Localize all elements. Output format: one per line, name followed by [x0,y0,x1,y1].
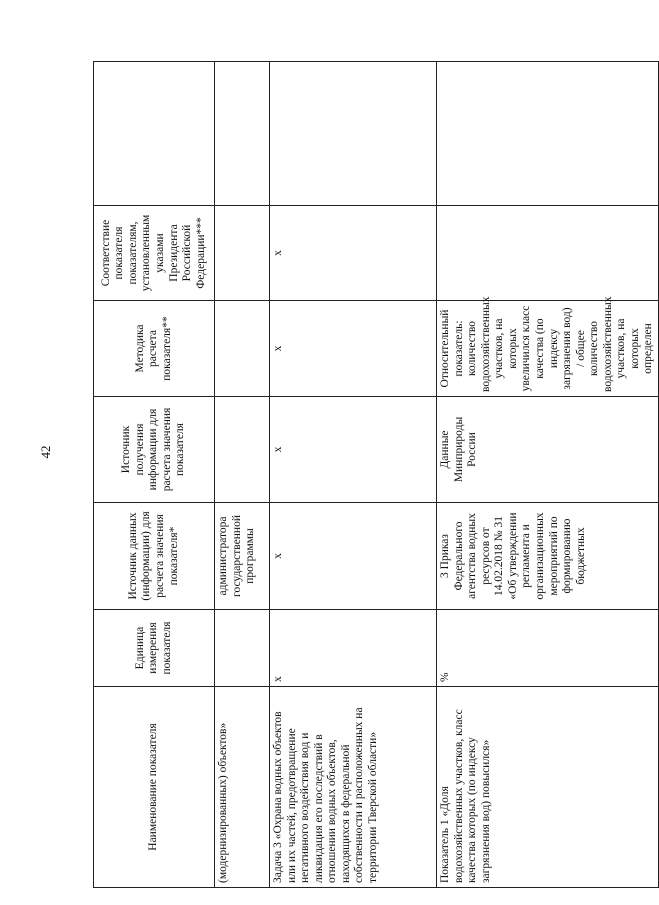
cell-name: (модернизированных) объектов» [215,687,270,888]
cell-method [215,301,270,397]
table-header-row [94,62,215,888]
cell-compliance: х [270,206,437,301]
header-unit: Единица измерения показателя [94,610,215,687]
header-info-source: Источник получения информации для расчета значения показателя [94,397,215,503]
header-method: Методика расчета показателя** [94,301,215,397]
indicators-table [93,61,659,888]
cell-unit [215,610,270,687]
cell-empty [270,62,437,206]
cell-method: х [270,301,437,397]
cell-compliance [215,206,270,301]
table-row [215,62,270,888]
cell-source-data: х [270,503,437,610]
rotated-table-container [93,62,655,888]
cell-source-info: х [270,397,437,503]
cell-name: Задача 3 «Охрана водных объектов или их частей, предотвращение негативного воздействия вод и ликвидация его последствий в отношении водных объектов, находящихся в федеральной собственности и расположенных на территории Тверской области» [270,687,437,888]
cell-method: Относительный показатель: количество водохозяйственных участков, на которых увеличился класс качества (по индексу загрязнения вод) / общее количество водохозяйственных участков, на которых определен [437,301,659,397]
cell-source-data: 3 Приказ Федерального агентства водных ресурсов от 14.02.2018 № 31 «Об утверждении регламента и организационных мероприятий по формированию бюджетных [437,503,659,610]
cell-empty [437,62,659,206]
cell-source-info: Данные Минприроды России [437,397,659,503]
header-compliance: Соответствие показателя показателям, установленным указами Президента Российской Федерации*** [94,206,215,301]
cell-compliance [437,206,659,301]
cell-source-info [215,397,270,503]
page-number: 42 [38,445,53,459]
cell-empty [215,62,270,206]
header-indicator-name: Наименование показателя [94,687,215,888]
cell-unit: % [437,610,659,687]
table-row [437,62,659,888]
header-data-source: Источник данных (информации) для расчета значения показателя* [94,503,215,610]
cell-name: Показатель 1 «Доля водохозяйственных участков, класс качества которых (по индексу загрязнения вод) повысился» [437,687,659,888]
cell-source-data: администратора государственной программы [215,503,270,610]
cell-unit: х [270,610,437,687]
table-row [270,62,437,888]
header-empty [94,62,215,206]
